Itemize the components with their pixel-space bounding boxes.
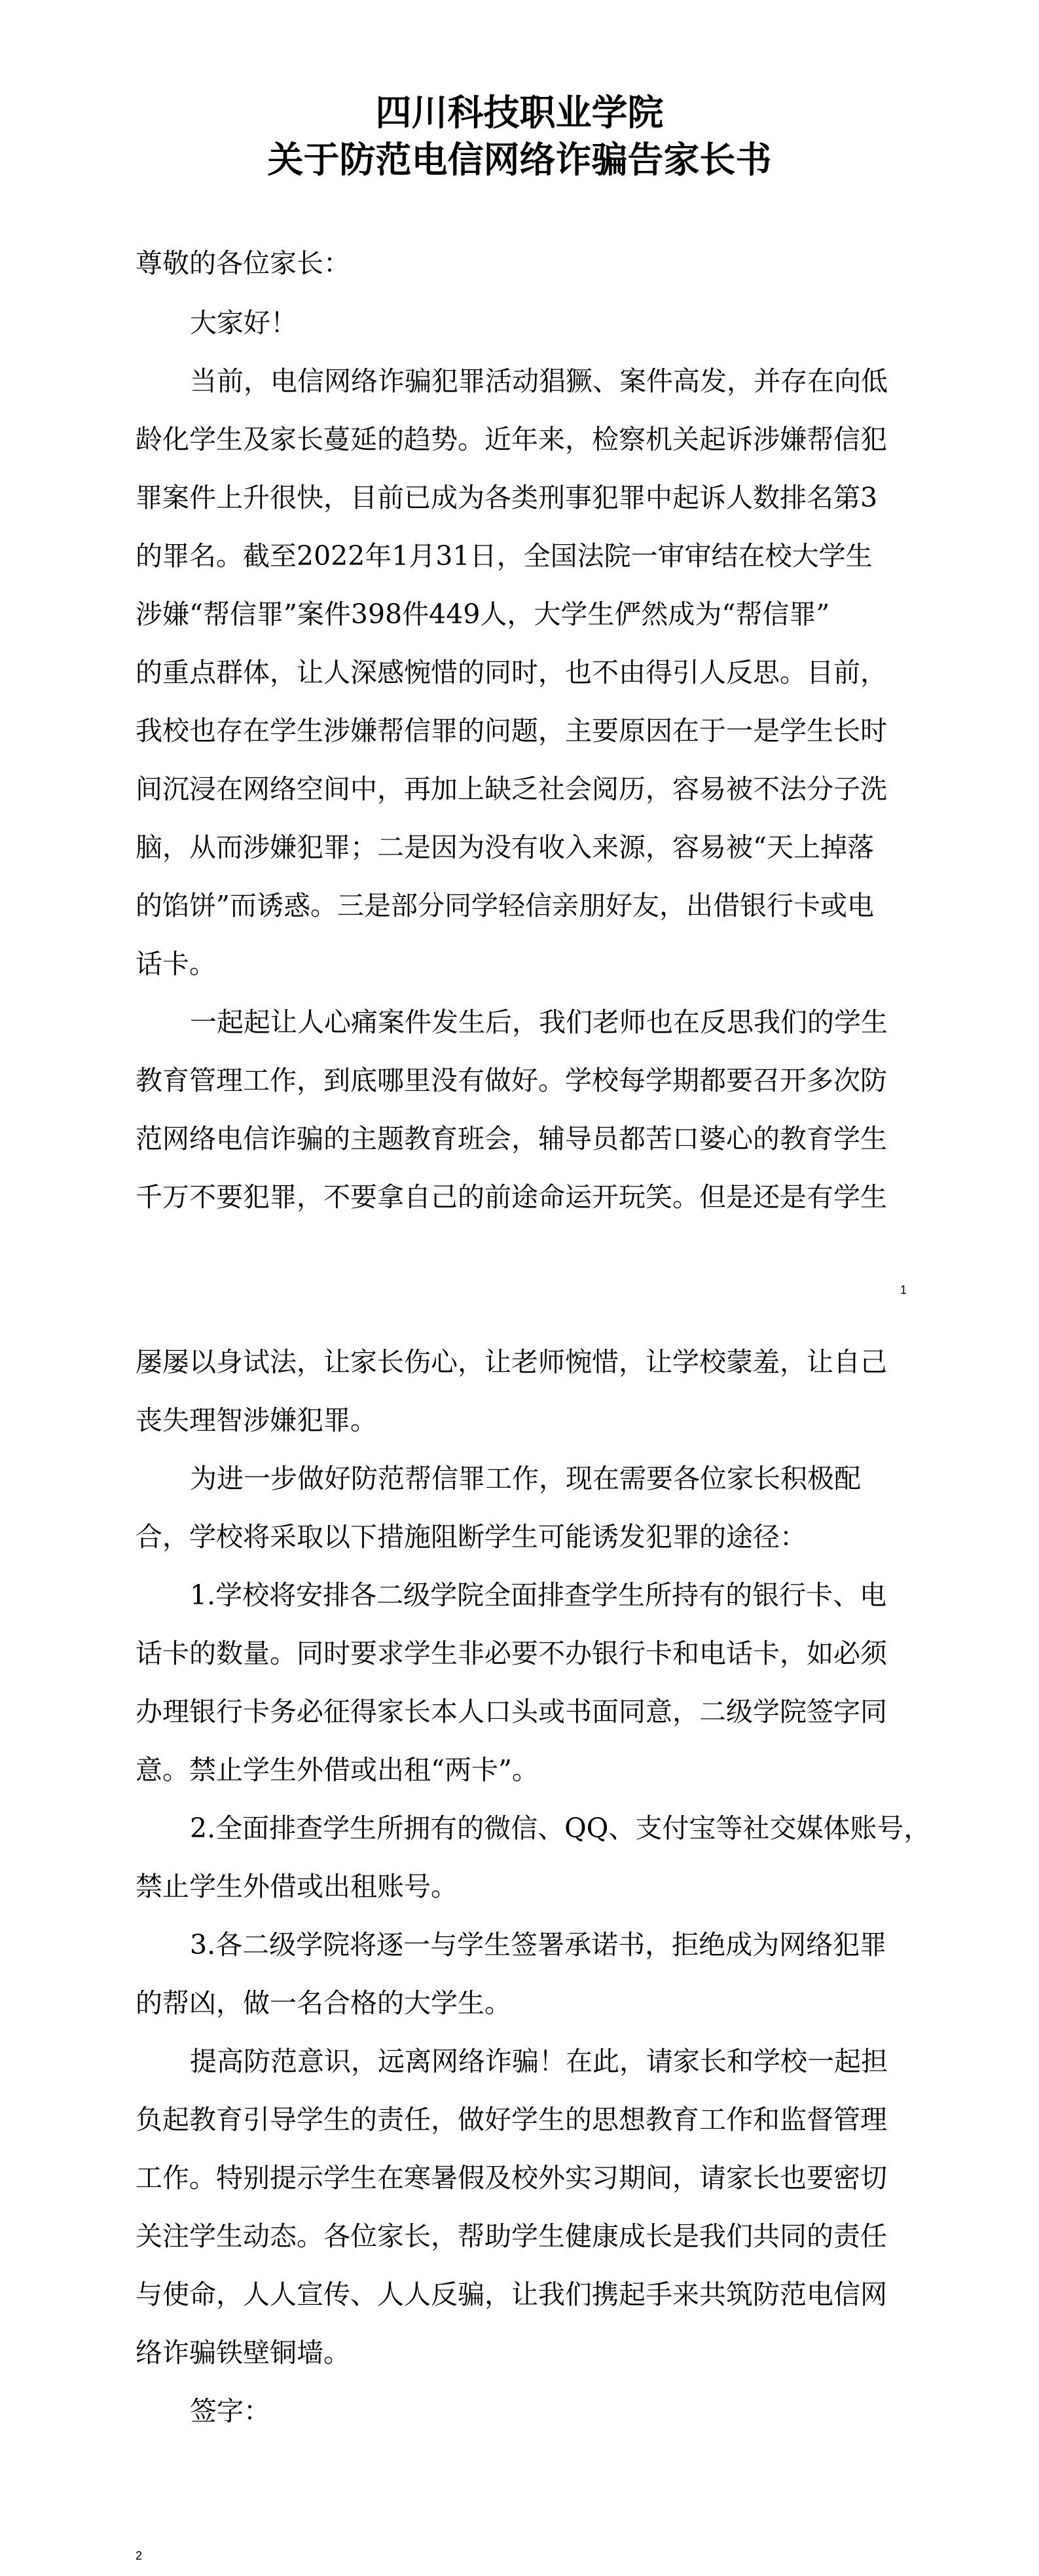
- measure-3-line: 的帮凶，做一名合格的大学生。: [136, 1987, 511, 2019]
- paragraph-line: 的重点群体，让人深感惋惜的同时，也不由得引人反思。目前，: [136, 657, 887, 688]
- paragraph-line: 当前，电信网络诈骗犯罪活动猖獗、案件高发，并存在向低: [190, 365, 888, 397]
- paragraph-line: 范网络电信诈骗的主题教育班会，辅导员都苦口婆心的教育学生: [136, 1123, 887, 1154]
- page-number-1: 1: [900, 1283, 907, 1297]
- paragraph-line: 罪案件上升很快，目前已成为各类刑事犯罪中起诉人数排名第3: [136, 482, 878, 513]
- paragraph-line: 教育管理工作，到底哪里没有做好。学校每学期都要召开多次防: [136, 1065, 887, 1096]
- closing-line: 提高防范意识，远离网络诈骗！在此，请家长和学校一起担: [190, 2046, 888, 2077]
- paragraph-line: 涉嫌“帮信罪”案件398件449人，大学生俨然成为“帮信罪”: [136, 598, 830, 630]
- closing-line: 负起教育引导学生的责任，做好学生的思想教育工作和监督管理: [136, 2104, 887, 2135]
- paragraph-line: 间沉浸在网络空间中，再加上缺乏社会阅历，容易被不法分子洗: [136, 773, 887, 805]
- paragraph-line: 丧失理智涉嫌犯罪。: [136, 1405, 377, 1436]
- measure-2-line: 禁止学生外借或出租账号。: [136, 1871, 458, 1902]
- document-title-subject: 关于防范电信网络诈骗告家长书: [267, 139, 772, 181]
- paragraph-line: 话卡。: [136, 948, 216, 980]
- paragraph-line: 脑，从而涉嫌犯罪；二是因为没有收入来源，容易被“天上掉落: [136, 832, 874, 863]
- measure-1-line: 话卡的数量。同时要求学生非必要不办银行卡和电话卡，如必须: [136, 1638, 887, 1669]
- greeting: 大家好！: [190, 307, 297, 339]
- signature-label: 签字：: [190, 2395, 270, 2427]
- measure-3-line: 3.各二级学院将逐一与学生签署承诺书，拒绝成为网络犯罪: [190, 1929, 887, 1960]
- paragraph-line: 我校也存在学生涉嫌帮信罪的问题，主要原因在于一是学生长时: [136, 715, 887, 746]
- closing-line: 与使命，人人宣传、人人反骗，让我们携起手来共筑防范电信网: [136, 2279, 887, 2310]
- salutation: 尊敬的各位家长：: [136, 248, 350, 279]
- paragraph-line: 为进一步做好防范帮信罪工作，现在需要各位家长积极配: [190, 1463, 861, 1494]
- paragraph-line: 龄化学生及家长蔓延的趋势。近年来，检察机关起诉涉嫌帮信犯: [136, 424, 887, 455]
- measure-1-line: 办理银行卡务必征得家长本人口头或书面同意，二级学院签字同: [136, 1696, 887, 1727]
- paragraph-line: 的馅饼”而诱惑。三是部分同学轻信亲朋好友，出借银行卡或电: [136, 890, 874, 921]
- measure-2-line: 2.全面排查学生所拥有的微信、QQ、支付宝等社交媒体账号，: [190, 1812, 931, 1844]
- paragraph-line: 屡屡以身试法，让家长伤心，让老师惋惜，让学校蒙羞，让自己: [136, 1346, 887, 1378]
- measure-1-line: 意。禁止学生外借或出租“两卡”。: [136, 1754, 539, 1786]
- closing-line: 关注学生动态。各位家长，帮助学生健康成长是我们共同的责任: [136, 2220, 887, 2252]
- measure-1-line: 1.学校将安排各二级学院全面排查学生所持有的银行卡、电: [190, 1579, 887, 1611]
- paragraph-line: 合，学校将采取以下措施阻断学生可能诱发犯罪的途径：: [136, 1521, 807, 1553]
- closing-line: 工作。特别提示学生在寒暑假及校外实习期间，请家长也要密切: [136, 2162, 887, 2194]
- page-number-2: 2: [136, 2549, 143, 2562]
- closing-line: 络诈骗铁壁铜墙。: [136, 2337, 350, 2368]
- document-title-school: 四川科技职业学院: [375, 92, 664, 134]
- paragraph-line: 千万不要犯罪，不要拿自己的前途命运开玩笑。但是还是有学生: [136, 1181, 887, 1213]
- paragraph-line: 的罪名。截至2022年1月31日，全国法院一审审结在校大学生: [136, 540, 873, 572]
- paragraph-line: 一起起让人心痛案件发生后，我们老师也在反思我们的学生: [190, 1006, 888, 1038]
